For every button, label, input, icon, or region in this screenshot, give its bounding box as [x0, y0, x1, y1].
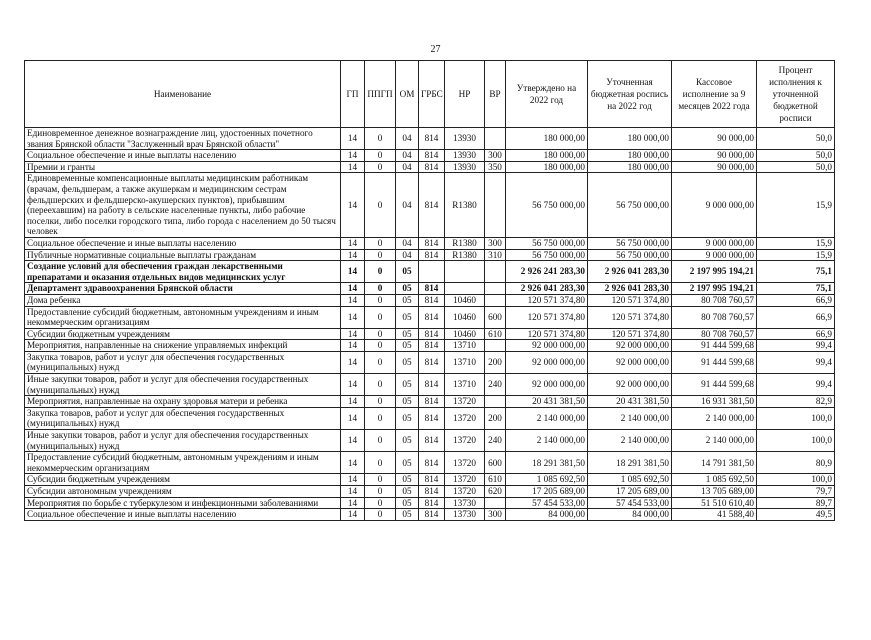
cell-om: 04: [396, 128, 419, 150]
cell-nr: 10460: [445, 328, 485, 340]
cell-ppgp: 0: [365, 509, 396, 521]
cell-gp: 14: [341, 407, 365, 429]
cell-nr: 13930: [445, 161, 485, 173]
cell-vr: [485, 173, 506, 238]
cell-approved: 120 571 374,80: [506, 294, 588, 306]
cell-revised: 120 571 374,80: [588, 294, 672, 306]
cell-name: Закупка товаров, работ и услуг для обеспечения государственных (муниципальных) нужд: [25, 407, 341, 429]
cell-approved: 2 140 000,00: [506, 407, 588, 429]
table-row: [25, 509, 835, 521]
cell-om: 05: [396, 430, 419, 452]
header-vr: ВР: [485, 61, 506, 128]
cell-om: 05: [396, 452, 419, 474]
cell-gp: 14: [341, 128, 365, 150]
cell-nr: R1380: [445, 237, 485, 249]
cell-gp: 14: [341, 396, 365, 408]
cell-nr: R1380: [445, 249, 485, 261]
cell-vr: [485, 396, 506, 408]
header-revised: Уточненная бюджетная роспись на 2022 год: [588, 61, 672, 128]
cell-name: Департамент здравоохранения Брянской области: [25, 283, 341, 295]
cell-percent: 99,4: [757, 351, 835, 373]
cell-cash: 90 000,00: [672, 161, 757, 173]
cell-percent: 66,9: [757, 294, 835, 306]
cell-percent: 99,4: [757, 340, 835, 352]
cell-approved: 56 750 000,00: [506, 249, 588, 261]
cell-name: Мероприятия, направленные на охрану здоровья матери и ребенка: [25, 396, 341, 408]
header-name: Наименование: [25, 61, 341, 128]
cell-approved: 120 571 374,80: [506, 328, 588, 340]
cell-grbs: 814: [419, 374, 445, 396]
cell-om: 05: [396, 351, 419, 373]
table-row: [25, 128, 835, 150]
cell-grbs: [419, 261, 445, 283]
table-row: [25, 150, 835, 162]
cell-revised: 17 205 689,00: [588, 486, 672, 498]
cell-om: 05: [396, 294, 419, 306]
cell-approved: 92 000 000,00: [506, 374, 588, 396]
cell-revised: 180 000,00: [588, 161, 672, 173]
cell-vr: [485, 128, 506, 150]
cell-revised: 92 000 000,00: [588, 340, 672, 352]
header-nr: НР: [445, 61, 485, 128]
cell-nr: 10460: [445, 306, 485, 328]
cell-approved: 92 000 000,00: [506, 340, 588, 352]
cell-vr: 240: [485, 430, 506, 452]
cell-nr: 13930: [445, 128, 485, 150]
cell-cash: 51 510 610,40: [672, 497, 757, 509]
cell-grbs: 814: [419, 150, 445, 162]
table-row: [25, 173, 835, 238]
cell-grbs: 814: [419, 249, 445, 261]
cell-name: Предоставление субсидий бюджетным, автономным учреждениям и иным некоммерческим организациям: [25, 452, 341, 474]
table-row: [25, 407, 835, 429]
cell-gp: 14: [341, 261, 365, 283]
header-grbs: ГРБС: [419, 61, 445, 128]
cell-vr: 310: [485, 249, 506, 261]
cell-approved: 180 000,00: [506, 150, 588, 162]
cell-percent: 50,0: [757, 150, 835, 162]
cell-nr: 13720: [445, 396, 485, 408]
cell-cash: 91 444 599,68: [672, 374, 757, 396]
cell-om: 05: [396, 283, 419, 295]
cell-cash: 14 791 381,50: [672, 452, 757, 474]
cell-gp: 14: [341, 283, 365, 295]
cell-ppgp: 0: [365, 374, 396, 396]
cell-nr: 13710: [445, 340, 485, 352]
cell-ppgp: 0: [365, 237, 396, 249]
cell-name: Публичные нормативные социальные выплаты гражданам: [25, 249, 341, 261]
cell-ppgp: 0: [365, 306, 396, 328]
cell-approved: 120 571 374,80: [506, 306, 588, 328]
table-row: [25, 374, 835, 396]
cell-ppgp: 0: [365, 283, 396, 295]
table-row: [25, 396, 835, 408]
cell-revised: 92 000 000,00: [588, 374, 672, 396]
cell-percent: 100,0: [757, 407, 835, 429]
cell-ppgp: 0: [365, 128, 396, 150]
cell-name: Создание условий для обеспечения граждан лекарственными препаратами и оказания отдельных видов медицинских услуг: [25, 261, 341, 283]
cell-vr: [485, 340, 506, 352]
cell-nr: 13720: [445, 486, 485, 498]
cell-name: Мероприятия, направленные на снижение управляемых инфекций: [25, 340, 341, 352]
page-number: 27: [430, 44, 441, 55]
cell-nr: [445, 283, 485, 295]
cell-name: Иные закупки товаров, работ и услуг для обеспечения государственных (муниципальных) нужд: [25, 374, 341, 396]
cell-grbs: 814: [419, 173, 445, 238]
cell-name: Единовременное денежное вознаграждение лиц, удостоенных почетного звания Брянской области "Заслуженный врач Брянской области": [25, 128, 341, 150]
cell-percent: 15,9: [757, 173, 835, 238]
cell-cash: 9 000 000,00: [672, 249, 757, 261]
table-row: [25, 351, 835, 373]
cell-om: 05: [396, 328, 419, 340]
cell-vr: [485, 283, 506, 295]
cell-grbs: 814: [419, 340, 445, 352]
cell-ppgp: 0: [365, 340, 396, 352]
cell-grbs: 814: [419, 161, 445, 173]
cell-approved: 2 926 241 283,30: [506, 261, 588, 283]
cell-approved: 84 000,00: [506, 509, 588, 521]
cell-vr: 610: [485, 328, 506, 340]
cell-ppgp: 0: [365, 430, 396, 452]
cell-revised: 84 000,00: [588, 509, 672, 521]
cell-gp: 14: [341, 306, 365, 328]
cell-vr: 610: [485, 474, 506, 486]
cell-nr: 13720: [445, 407, 485, 429]
header-ppgp: ППГП: [365, 61, 396, 128]
cell-cash: 2 140 000,00: [672, 407, 757, 429]
cell-approved: 2 140 000,00: [506, 430, 588, 452]
cell-gp: 14: [341, 173, 365, 238]
cell-grbs: 814: [419, 509, 445, 521]
cell-cash: 91 444 599,68: [672, 340, 757, 352]
cell-om: 04: [396, 237, 419, 249]
cell-ppgp: 0: [365, 161, 396, 173]
cell-revised: 1 085 692,50: [588, 474, 672, 486]
cell-revised: 120 571 374,80: [588, 306, 672, 328]
cell-ppgp: 0: [365, 396, 396, 408]
cell-approved: 92 000 000,00: [506, 351, 588, 373]
cell-gp: 14: [341, 430, 365, 452]
cell-revised: 180 000,00: [588, 128, 672, 150]
header-cash: Кассовое исполнение за 9 месяцев 2022 года: [672, 61, 757, 128]
cell-approved: 1 085 692,50: [506, 474, 588, 486]
cell-revised: 2 140 000,00: [588, 407, 672, 429]
table-header-row: [25, 61, 835, 128]
cell-om: 04: [396, 150, 419, 162]
table-row: [25, 474, 835, 486]
table-row: [25, 340, 835, 352]
table-row: [25, 328, 835, 340]
cell-gp: 14: [341, 161, 365, 173]
cell-nr: R1380: [445, 173, 485, 238]
cell-ppgp: 0: [365, 173, 396, 238]
cell-vr: 240: [485, 374, 506, 396]
cell-cash: 16 931 381,50: [672, 396, 757, 408]
table-body: [25, 128, 835, 521]
cell-percent: 15,9: [757, 249, 835, 261]
cell-name: Социальное обеспечение и иные выплаты населению: [25, 150, 341, 162]
cell-vr: 600: [485, 306, 506, 328]
cell-gp: 14: [341, 474, 365, 486]
cell-nr: 13720: [445, 474, 485, 486]
cell-name: Закупка товаров, работ и услуг для обеспечения государственных (муниципальных) нужд: [25, 351, 341, 373]
cell-nr: 13730: [445, 509, 485, 521]
header-percent: Процент исполнения к уточненной бюджетной росписи: [757, 61, 835, 128]
cell-gp: 14: [341, 150, 365, 162]
cell-name: Единовременные компенсационные выплаты медицинским работникам (врачам, фельдшерам, а также акушеркам и медицинским сестрам фельдшерских и фельдшерско-акушерских пунктов), прибывшим (переехавшим) на работу в сельские населенные пункты, либо рабочие поселки, либо поселки городского типа, либо города с населением до 50 тысяч человек: [25, 173, 341, 238]
cell-approved: 56 750 000,00: [506, 237, 588, 249]
cell-vr: 200: [485, 407, 506, 429]
cell-om: 05: [396, 261, 419, 283]
cell-cash: 2 140 000,00: [672, 430, 757, 452]
cell-grbs: 814: [419, 237, 445, 249]
cell-om: 05: [396, 396, 419, 408]
cell-name: Социальное обеспечение и иные выплаты населению: [25, 237, 341, 249]
cell-vr: [485, 497, 506, 509]
cell-vr: 350: [485, 161, 506, 173]
cell-ppgp: 0: [365, 328, 396, 340]
cell-gp: 14: [341, 328, 365, 340]
cell-ppgp: 0: [365, 261, 396, 283]
cell-revised: 2 926 041 283,30: [588, 261, 672, 283]
cell-cash: 9 000 000,00: [672, 173, 757, 238]
cell-ppgp: 0: [365, 351, 396, 373]
table-row: [25, 430, 835, 452]
cell-approved: 2 926 041 283,30: [506, 283, 588, 295]
cell-percent: 82,9: [757, 396, 835, 408]
cell-revised: 20 431 381,50: [588, 396, 672, 408]
cell-approved: 180 000,00: [506, 161, 588, 173]
cell-revised: 2 926 041 283,30: [588, 283, 672, 295]
cell-cash: 1 085 692,50: [672, 474, 757, 486]
cell-percent: 49,5: [757, 509, 835, 521]
cell-vr: 620: [485, 486, 506, 498]
cell-vr: 600: [485, 452, 506, 474]
cell-om: 04: [396, 161, 419, 173]
cell-om: 05: [396, 374, 419, 396]
cell-vr: 300: [485, 150, 506, 162]
cell-grbs: 814: [419, 396, 445, 408]
cell-approved: 180 000,00: [506, 128, 588, 150]
cell-percent: 75,1: [757, 261, 835, 283]
cell-grbs: 814: [419, 351, 445, 373]
cell-percent: 89,7: [757, 497, 835, 509]
cell-om: 05: [396, 340, 419, 352]
cell-vr: [485, 261, 506, 283]
cell-name: Дома ребенка: [25, 294, 341, 306]
table-row: [25, 261, 835, 283]
table-row: [25, 452, 835, 474]
cell-percent: 66,9: [757, 328, 835, 340]
cell-grbs: 814: [419, 452, 445, 474]
cell-percent: 50,0: [757, 161, 835, 173]
cell-gp: 14: [341, 237, 365, 249]
cell-gp: 14: [341, 509, 365, 521]
cell-gp: 14: [341, 374, 365, 396]
cell-approved: 57 454 533,00: [506, 497, 588, 509]
cell-name: Премии и гранты: [25, 161, 341, 173]
cell-cash: 80 708 760,57: [672, 306, 757, 328]
cell-percent: 100,0: [757, 430, 835, 452]
cell-name: Предоставление субсидий бюджетным, автономным учреждениям и иным некоммерческим организациям: [25, 306, 341, 328]
cell-om: 04: [396, 249, 419, 261]
cell-cash: 9 000 000,00: [672, 237, 757, 249]
header-om: ОМ: [396, 61, 419, 128]
cell-gp: 14: [341, 249, 365, 261]
cell-grbs: 814: [419, 407, 445, 429]
cell-grbs: 814: [419, 283, 445, 295]
cell-approved: 18 291 381,50: [506, 452, 588, 474]
cell-revised: 180 000,00: [588, 150, 672, 162]
cell-approved: 56 750 000,00: [506, 173, 588, 238]
cell-nr: 10460: [445, 294, 485, 306]
cell-percent: 80,9: [757, 452, 835, 474]
cell-name: Социальное обеспечение и иные выплаты населению: [25, 509, 341, 521]
cell-grbs: 814: [419, 497, 445, 509]
cell-nr: 13720: [445, 430, 485, 452]
cell-revised: 56 750 000,00: [588, 249, 672, 261]
cell-approved: 17 205 689,00: [506, 486, 588, 498]
cell-om: 05: [396, 407, 419, 429]
cell-grbs: 814: [419, 486, 445, 498]
cell-om: 05: [396, 306, 419, 328]
cell-om: 05: [396, 509, 419, 521]
cell-om: 04: [396, 173, 419, 238]
cell-grbs: 814: [419, 328, 445, 340]
cell-percent: 15,9: [757, 237, 835, 249]
cell-gp: 14: [341, 452, 365, 474]
cell-name: Субсидии бюджетным учреждениям: [25, 328, 341, 340]
cell-ppgp: 0: [365, 486, 396, 498]
cell-ppgp: 0: [365, 249, 396, 261]
cell-cash: 2 197 995 194,21: [672, 261, 757, 283]
cell-om: 05: [396, 486, 419, 498]
cell-revised: 56 750 000,00: [588, 237, 672, 249]
cell-percent: 50,0: [757, 128, 835, 150]
cell-revised: 2 140 000,00: [588, 430, 672, 452]
cell-name: Иные закупки товаров, работ и услуг для обеспечения государственных (муниципальных) нужд: [25, 430, 341, 452]
cell-cash: 2 197 995 194,21: [672, 283, 757, 295]
table-row: [25, 486, 835, 498]
cell-gp: 14: [341, 486, 365, 498]
cell-cash: 13 705 689,00: [672, 486, 757, 498]
cell-grbs: 814: [419, 306, 445, 328]
cell-percent: 75,1: [757, 283, 835, 295]
table-row: [25, 237, 835, 249]
cell-vr: [485, 294, 506, 306]
cell-approved: 20 431 381,50: [506, 396, 588, 408]
table-row: [25, 249, 835, 261]
cell-nr: 13720: [445, 452, 485, 474]
table-row: [25, 161, 835, 173]
cell-name: Мероприятия по борьбе с туберкулезом и инфекционными заболеваниями: [25, 497, 341, 509]
cell-cash: 90 000,00: [672, 150, 757, 162]
cell-percent: 66,9: [757, 306, 835, 328]
cell-vr: 300: [485, 509, 506, 521]
cell-cash: 90 000,00: [672, 128, 757, 150]
cell-percent: 100,0: [757, 474, 835, 486]
cell-cash: 80 708 760,57: [672, 328, 757, 340]
cell-cash: 91 444 599,68: [672, 351, 757, 373]
header-gp: ГП: [341, 61, 365, 128]
table-row: [25, 306, 835, 328]
cell-revised: 120 571 374,80: [588, 328, 672, 340]
cell-revised: 92 000 000,00: [588, 351, 672, 373]
cell-om: 05: [396, 474, 419, 486]
cell-name: Субсидии бюджетным учреждениям: [25, 474, 341, 486]
cell-gp: 14: [341, 497, 365, 509]
cell-nr: 13930: [445, 150, 485, 162]
cell-ppgp: 0: [365, 452, 396, 474]
cell-nr: 13730: [445, 497, 485, 509]
cell-nr: 13710: [445, 374, 485, 396]
cell-cash: 41 588,40: [672, 509, 757, 521]
cell-revised: 56 750 000,00: [588, 173, 672, 238]
cell-grbs: 814: [419, 128, 445, 150]
cell-vr: 300: [485, 237, 506, 249]
cell-name: Субсидии автономным учреждениям: [25, 486, 341, 498]
cell-percent: 99,4: [757, 374, 835, 396]
budget-table: [24, 60, 835, 521]
cell-revised: 57 454 533,00: [588, 497, 672, 509]
cell-gp: 14: [341, 351, 365, 373]
cell-ppgp: 0: [365, 407, 396, 429]
cell-ppgp: 0: [365, 474, 396, 486]
cell-revised: 18 291 381,50: [588, 452, 672, 474]
cell-ppgp: 0: [365, 294, 396, 306]
cell-grbs: 814: [419, 474, 445, 486]
cell-grbs: 814: [419, 430, 445, 452]
cell-nr: 13710: [445, 351, 485, 373]
cell-vr: 200: [485, 351, 506, 373]
cell-grbs: 814: [419, 294, 445, 306]
cell-gp: 14: [341, 294, 365, 306]
cell-gp: 14: [341, 340, 365, 352]
cell-om: 05: [396, 497, 419, 509]
cell-ppgp: 0: [365, 497, 396, 509]
table-row: [25, 497, 835, 509]
header-approved: Утверждено на 2022 год: [506, 61, 588, 128]
table-row: [25, 294, 835, 306]
cell-cash: 80 708 760,57: [672, 294, 757, 306]
cell-ppgp: 0: [365, 150, 396, 162]
cell-nr: [445, 261, 485, 283]
table-row: [25, 283, 835, 295]
cell-percent: 79,7: [757, 486, 835, 498]
